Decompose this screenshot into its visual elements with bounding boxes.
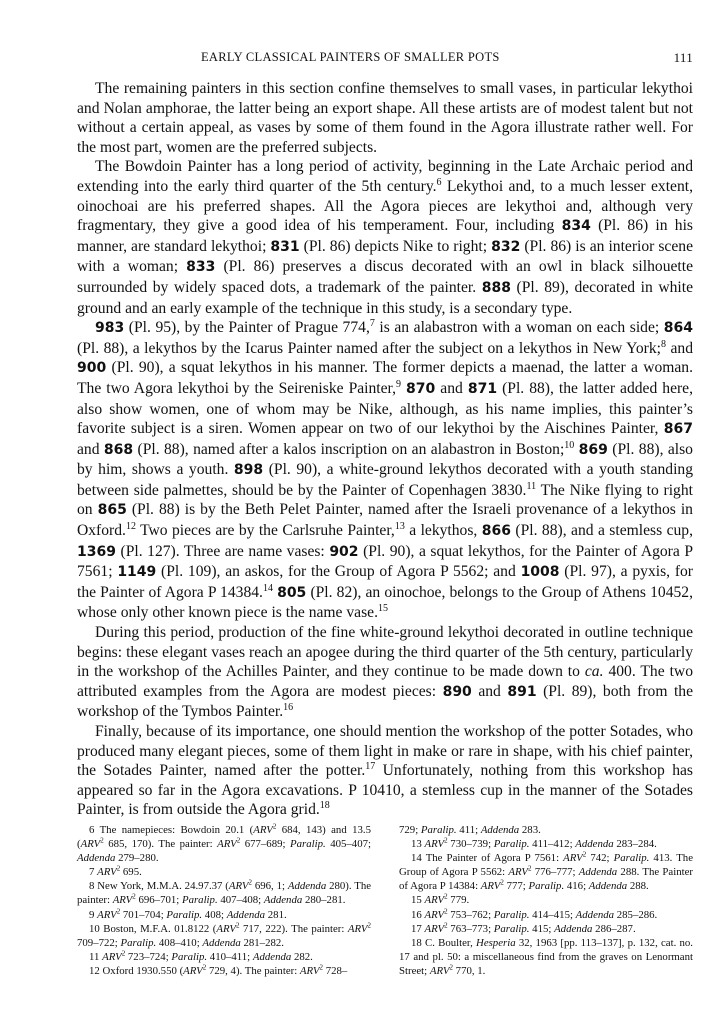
italic-text: ARV [424,922,445,935]
text-run: (Pl. 89), decorated in white ground and an early example of the technique in this study, is a secondary type. [77,278,693,317]
footnote [77,908,371,922]
text-run: (Pl. 90), a squat lekythos in his manner. The former depicts a maenad, the latter a woman. The two Agora lekythoi by the Seireniske Painter, [77,359,693,397]
text-run: 15 [411,894,425,907]
text-run: 415; [529,922,555,935]
superscript: 2 [319,963,324,972]
text-run: and [435,379,468,397]
text-run: 684, 143) and 13.5 ( [77,824,371,851]
text-run: (Pl. 88), named after a kalos inscription on an alabastron in Boston; [133,440,565,458]
footnote [77,922,371,950]
catalogue-number: 902 [329,543,359,560]
footnote [77,879,371,907]
italic-text: Addenda [554,922,593,935]
italic-text: ARV [299,964,320,977]
superscript: 12 [125,520,136,532]
superscript: 2 [248,878,252,887]
footnote [77,823,371,865]
text-run: Finally, because of its importance, one should mention the workshop of the potter Sotades, who produced many elegant pieces, some of them light in make or rare in shape, with his chief painter, the Sotades Painter, named after the potter. [77,723,693,780]
italic-text: ARV [102,950,122,963]
superscript: 2 [236,836,241,845]
superscript: 17 [365,761,376,772]
text-run: Lekythoi and, to a much lesser extent, oinochoai are his preferred shapes. All the Agora pieces are lekythoi and, although very fragmentary, they give a good idea of his temperament. Four, including [77,177,693,235]
footnotes-left-column [77,823,371,978]
text-run: (Pl. 88), the latter added here, also show women, one of whom may be Nike, although, as his name implies, this painter’s favorite subject is a siren. Women appear on two of our lekythoi by the Aischines Painter, [77,379,694,438]
text-run: 730–739; [447,838,494,851]
text-run: 282. [291,950,313,963]
text-run: 13 [411,838,425,851]
italic-text: ARV [228,880,249,893]
superscript: 2 [528,864,532,873]
text-run: 696–701; [135,894,182,907]
italic-text: Addenda [252,950,292,963]
superscript: 2 [235,921,240,930]
italic-text: ARV [80,838,101,851]
text-run: 10 Boston, M.F.A. 01.8122 ( [89,922,217,935]
italic-text: Paralip. [493,908,530,921]
text-run: 728– [323,964,348,977]
catalogue-number: 833 [186,259,216,276]
text-run: 777; [503,880,529,893]
text-run: Two pieces are by the Carlsruhe Painter, [135,522,395,540]
footnote [399,893,693,907]
text-run: (Pl. 86) depicts Nike to right; [299,237,492,255]
text-run: (Pl. 89), both from the workshop of the Tymbos Painter. [77,682,694,721]
footnote [399,837,693,851]
italic-text: ARV [97,866,117,879]
text-run: 763–773; [447,922,494,935]
italic-text: Paralip. [493,922,530,935]
text-run: (Pl. 82), an oinochoe, belongs to the Group of Athens 10452, whose only other known piece is the name vase. [77,583,693,622]
paragraph [77,157,693,318]
text-run: 280). The painter: [77,880,372,907]
superscript: 2 [121,949,126,958]
catalogue-number: 1369 [77,543,116,560]
text-run: (Pl. 90), a white-ground lekythos decorated with a youth standing between side palmettes, should be by the Painter of Copenhagen 3830. [77,461,693,499]
page-number: 111 [673,50,693,65]
paragraph [77,722,693,820]
text-run: and [77,440,104,458]
catalogue-number: 869 [578,441,608,458]
italic-text: ARV [97,908,117,921]
text-run: (Pl. 97), a pyxis, for the Painter of Agora P 14384. [77,563,693,601]
text-run: 288. [627,880,649,893]
text-run: 16 [411,908,425,921]
text-run: 410–411; [207,950,253,963]
text-run: During this period, production of the fine white-ground lekythoi decorated in outline technique begins: these elegant vases reach an apogee during the third quarter of the 5th century, particularly in the workshop of the Achilles Painter, and they continue to be made down to [77,624,693,681]
text-run: (Pl. 95), by the Painter of Prague 774, [124,319,370,337]
italic-text: ARV [480,880,501,893]
paragraph [77,318,693,623]
italic-text: Addenda [578,866,618,879]
italic-text: Addenda [77,852,116,865]
text-run: 753–762; [447,908,494,921]
text-run: (Pl. 88) is by the Beth Pelet Painter, named after the Israeli provenance of a lekythos in Oxford. [77,501,693,540]
superscript: 2 [132,892,136,901]
text-run: 413. The Group of Agora P 5562: [399,852,693,879]
italic-text: ARV [183,964,203,977]
italic-text: ARV [424,908,445,921]
footnote [399,936,693,978]
text-run: (Pl. 88), a lekythos by the Icarus Painter named after the subject on a lekythos in New York; [77,339,661,357]
text-run: 677–689; [240,838,290,851]
catalogue-number: 891 [507,683,537,700]
italic-text: ARV [216,922,236,935]
text-run: 405–407; [325,838,371,851]
text-run: 14 The Painter of Agora P 7561: [411,852,564,865]
italic-text: Paralip. [528,880,565,893]
footnote [77,950,371,964]
superscript: 2 [444,892,448,901]
catalogue-number: 831 [270,238,300,255]
text-run: 770, 1. [452,964,486,977]
text-run: 11 [89,950,103,963]
superscript: 10 [564,439,575,451]
catalogue-number: 867 [663,421,693,438]
italic-text: ARV [563,852,583,865]
superscript: 2 [116,864,121,873]
catalogue-number: 805 [277,584,307,601]
text-run: 9 [89,908,98,921]
superscript: 15 [377,603,388,615]
superscript: 2 [272,822,277,831]
catalogue-number: 898 [233,462,264,479]
body-text [77,79,693,820]
footnote [77,964,371,978]
superscript: 13 [394,520,405,532]
text-run: and [666,339,693,357]
italic-text: ARV [424,838,445,851]
italic-text: Addenda [575,908,615,921]
italic-text: Paralip. [181,894,218,907]
catalogue-number: 900 [77,360,107,377]
text-run: 6 The namepieces: Bowdoin 20.1 ( [89,824,254,836]
superscript: 2 [100,836,104,845]
text-run: 279–280. [115,852,159,865]
text-run: 779. [447,894,470,907]
italic-text: Paralip. [166,908,203,921]
text-run: 776–777; [531,866,579,879]
catalogue-number: 866 [481,523,511,540]
text-run: 18 C. Boulter, [411,936,477,949]
text-run: (Pl. 86) preserves a discus decorated with an owl in black silhouette surrounded by widely spaced dots, a trademark of the painter. [77,258,693,296]
footnote [399,922,693,936]
text-run: 742; [586,852,614,865]
superscript: 2 [202,963,207,972]
catalogue-number: 870 [406,380,436,397]
text-run: 696, 1; [252,880,288,893]
text-run: (Pl. 86) is an interior scene with a woman; [77,237,693,276]
text-run: (Pl. 86) in his manner, are standard lekythoi; [77,217,693,255]
text-run: 285–286. [614,908,658,921]
text-run: 685, 170). The painter: [103,838,218,851]
catalogue-number: 864 [663,320,693,337]
superscript: 9 [396,378,402,390]
italic-text: ARV [508,866,528,879]
catalogue-number: 834 [561,218,591,235]
text-run: Unfortunately, nothing from this workshop has appeared so far in the Agora excavations. P 10410, a stemless cup in the manner of the Sotades Painter, is from outside the Agora grid. [77,762,693,819]
text-run: 400. The two attributed examples from the Agora are modest pieces: [77,663,693,700]
italic-text: Paralip. [290,838,326,851]
text-run: 280–281. [302,894,346,907]
text-run: 723–724; [125,950,172,963]
text-run: 729; [399,824,421,836]
text-run: (Pl. 88), also by him, shows a youth. [77,440,693,479]
italic-text: Addenda [480,824,520,836]
italic-text: Addenda [263,894,303,907]
text-run: (Pl. 109), an askos, for the Group of Agora P 5562; and [156,563,521,581]
italic-text: Paralip. [613,852,650,865]
italic-text: Addenda [202,936,241,949]
italic-text: ca. [584,663,604,681]
text-run: 695. [120,866,142,879]
text-run: 283–284. [613,838,657,851]
italic-text: Addenda [226,908,266,921]
catalogue-number: 1008 [520,564,560,581]
text-run: 7 [89,866,98,879]
text-run: 281. [265,908,287,921]
paragraph [77,79,693,157]
catalogue-number: 871 [467,380,498,397]
text-run: is an alabastron with a woman on each side; [374,319,664,337]
italic-text: Paralip. [120,936,157,949]
text-run: 283. [519,824,541,836]
text-run: 408–410; [156,936,203,949]
text-run: 701–704; [120,908,167,921]
catalogue-number: 868 [103,441,134,458]
text-run: 32, 1963 [pp. 113–137], p. 132, cat. no. 17 and pl. 50: a miscellaneous find from the graves on Lenormant Street; [399,936,693,977]
text-run: (Pl. 90), a squat lekythos, for the Painter of Agora P 7561; [77,542,693,581]
italic-text: Paralip. [493,838,530,851]
paragraph [77,623,693,722]
italic-text: ARV [217,838,237,851]
catalogue-number: 890 [442,683,472,700]
italic-text: Paralip. [420,824,457,836]
text-run: The Bowdoin Painter has a long period of activity, beginning in the Late Archaic period and extending into the early third quarter of the 5th century. [77,158,693,195]
text-run: 411; [456,824,481,836]
text-run: and [471,682,508,700]
text-run: 17 [411,922,425,935]
italic-text: ARV [347,922,368,935]
footnote-continuation [399,823,693,837]
footnote [399,851,693,893]
catalogue-number: 983 [95,320,125,337]
italic-text: ARV [253,824,273,836]
text-run: 717, 222). The painter: [239,922,348,935]
text-run: 709–722; [77,936,121,949]
italic-text: Addenda [575,838,614,851]
footnotes-right-column [399,823,693,978]
text-run: 414–415; [529,908,576,921]
text-run: 288. The Painter of Agora P 14384: [399,866,693,893]
text-run: 286–287. [592,922,636,935]
italic-text: Hesperia [476,936,516,949]
superscript: 2 [367,921,371,930]
text-run: 416; [564,880,589,893]
text-run: (Pl. 88), and a stemless cup, [510,522,693,540]
catalogue-number: 1149 [117,564,157,581]
superscript: 6 [436,176,442,188]
superscript: 2 [116,906,121,915]
superscript: 2 [444,921,448,930]
footnote [77,865,371,879]
text-run: a lekythos, [404,522,482,540]
text-run: The Nike flying to right on [77,481,693,519]
catalogue-number: 865 [97,502,127,519]
text-run: 411–412; [529,838,576,851]
italic-text: ARV [112,894,133,907]
catalogue-number: 888 [481,279,511,296]
superscript: 2 [449,963,453,972]
running-header [77,50,693,68]
text-run: 281–282. [240,936,284,949]
superscript: 8 [661,338,666,350]
text-run: 12 Oxford 1930.550 ( [89,964,184,977]
text-run: (Pl. 127). Three are name vases: [115,542,330,560]
text-run: 407–408; [217,894,264,907]
superscript: 7 [369,317,375,329]
text-run: The remaining painters in this section confine themselves to small vases, in particular lekythoi and Nolan amphorae, the latter being an export shape. All these artists are of modest talent but not without a certain appeal, as vases by some of them found in the Agora illustrate rather well. For the most part, women are the preferred subjects. [77,80,693,156]
italic-text: ARV [429,964,450,977]
superscript: 2 [444,836,448,845]
catalogue-number: 832 [491,238,521,255]
text-run: 8 New York, M.M.A. 24.97.37 ( [89,880,229,893]
text-run: 408; [202,908,227,921]
superscript: 16 [283,702,294,714]
footnote [399,908,693,922]
superscript: 2 [582,850,587,859]
superscript: 14 [262,582,273,594]
superscript: 2 [444,906,448,915]
superscript: 2 [500,878,504,887]
italic-text: Paralip. [171,950,208,963]
italic-text: ARV [424,894,445,907]
italic-text: Addenda [588,880,628,893]
superscript: 18 [319,800,330,812]
superscript: 11 [526,480,537,492]
running-title: EARLY CLASSICAL PAINTERS OF SMALLER POTS [201,50,500,64]
text-run: 729, 4). The painter: [206,964,300,977]
italic-text: Addenda [287,880,327,893]
